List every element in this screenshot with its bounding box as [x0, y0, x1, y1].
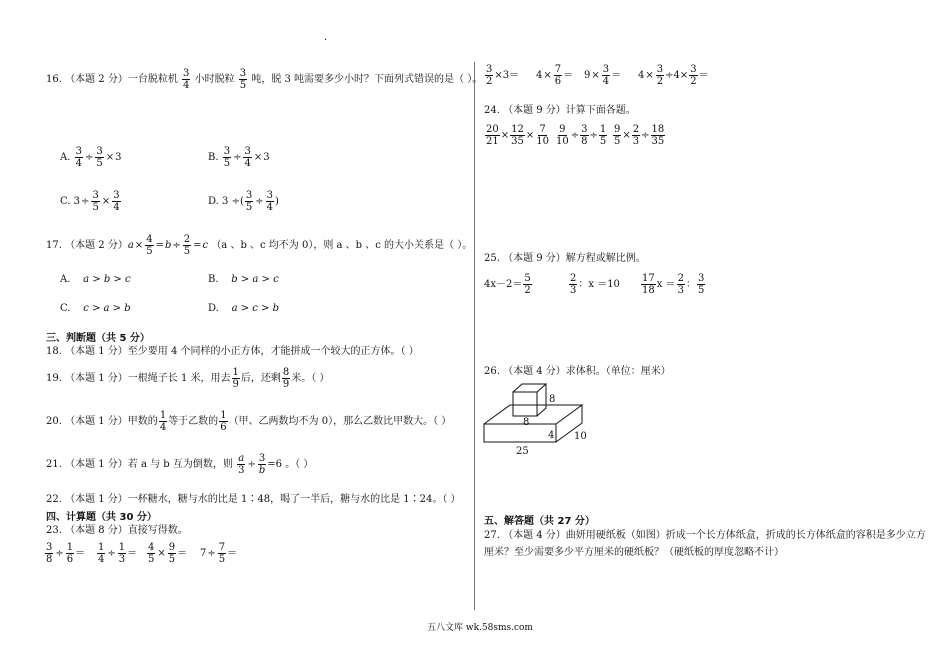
- q17-option-a[interactable]: A. a > b > c: [60, 274, 131, 285]
- dim-base-height: 4: [548, 430, 555, 441]
- question-22: 22. （本题 1 分）一杯糖水，糖与水的比是 1∶48，喝了一半后，糖与水的比是 1∶24。（ ）: [46, 494, 461, 505]
- q16-option-c[interactable]: C. 3÷ $\frac{3}{5}$ × $\frac{3}{4}$: [60, 190, 120, 213]
- q16-text-1: 一台脱粒机: [127, 74, 178, 85]
- section-4-heading: 四、计算题（共 30 分）: [46, 512, 157, 523]
- q23-item-6: 4× $\frac{7}{6}$ ＝: [536, 64, 574, 87]
- q16-option-d[interactable]: D. 3 ÷( $\frac{3}{5}$ ÷ $\frac{3}{4}$ ): [208, 190, 279, 213]
- q25-equation-3: $\frac{17}{18}$ x ＝ $\frac{2}{3}$ ： $\frac{3}{5}$: [642, 273, 705, 296]
- q16-option-b[interactable]: B. $\frac{3}{5}$ ÷ $\frac{3}{4}$ ×3: [208, 146, 270, 169]
- page-footer: 五八文库 wk.58sms.com: [427, 623, 533, 633]
- q16-points: （本题 2 分）: [65, 74, 128, 85]
- q25-equation-1: 4x－2＝ $\frac{5}{2}$: [484, 273, 531, 296]
- question-19: 19. （本题 1 分）一根绳子长 1 米，用去 $\frac{1}{9}$ 后，还剩 $\frac{8}{9}$ 米。（ ）: [46, 367, 330, 390]
- q16-fraction-1: $\frac{3}{4}$: [183, 68, 190, 91]
- dim-cube-width: 8: [523, 417, 530, 428]
- question-18: 18. （本题 1 分）至少要用 4 个同样的小正方体，才能拼成一个较大的正方体。（ ）: [46, 346, 419, 357]
- section-5-heading: 五、解答题（共 27 分）: [484, 516, 595, 527]
- q23-item-8: 4× $\frac{3}{2}$ ÷4× $\frac{3}{2}$ ＝: [638, 64, 709, 87]
- q17-option-c[interactable]: C. c > a > b: [60, 303, 131, 314]
- question-24-title: 24. （本题 9 分）计算下面各题。: [484, 105, 636, 116]
- q16-number: 16.: [46, 74, 62, 85]
- q17-option-d[interactable]: D. a > c > b: [208, 303, 279, 314]
- q23-item-4: 7÷ $\frac{7}{5}$ ＝: [200, 542, 238, 565]
- q25-equation-2: $\frac{2}{3}$ ：x ＝10: [570, 273, 620, 296]
- q24-expression-3: $\frac{9}{5}$ × $\frac{2}{3}$ ÷ $\frac{18}{35}$: [614, 124, 665, 147]
- question-27-line-2: 厘米？至少需要多少平方厘米的硬纸板？（硬纸板的厚度忽略不计）: [484, 547, 784, 558]
- header-dot: ·: [324, 35, 328, 46]
- question-21: 21. （本题 1 分）若 a 与 b 互为倒数，则 $\frac{a}{3}$ ÷ $\frac{3}{b}$ =6 。（ ）: [46, 453, 314, 476]
- dim-cube-height: 8: [549, 394, 556, 405]
- question-26-title: 26. （本题 4 分）求体积。（单位：厘米）: [484, 366, 671, 377]
- question-25-title: 25. （本题 9 分）解方程或解比例。: [484, 253, 646, 264]
- dim-base-depth: 10: [574, 431, 587, 442]
- q24-expression-1: $\frac{20}{21}$ × $\frac{12}{35}$ × $\frac{7}{10}$: [486, 124, 549, 147]
- question-17: 17. （本题 2 分）a× $\frac{4}{5}$ =b÷ $\frac{2}{5}$ =c （a 、b 、c 均不为 0），则 a 、b 、c 的大小关系是（ ）。: [46, 234, 473, 257]
- question-27-line-1: 27. （本题 4 分）曲妍用硬纸板（如图）折成一个长方体纸盒，折成的长方体纸盒的容积是多少立方: [484, 530, 926, 541]
- q16-option-a[interactable]: A. $\frac{3}{4}$ ÷ $\frac{3}{5}$ ×3: [60, 146, 122, 169]
- question-16: [46, 68, 482, 91]
- question-23-title: 23. （本题 8 分）直接写得数。: [46, 525, 188, 536]
- q23-item-2: $\frac{1}{4}$ ÷ $\frac{1}{3}$ ＝: [98, 542, 138, 565]
- q23-item-7: 9× $\frac{3}{4}$ ＝: [584, 64, 622, 87]
- q23-item-1: $\frac{3}{8}$ ÷ $\frac{1}{6}$ ＝: [46, 542, 86, 565]
- column-divider: [474, 62, 475, 610]
- q17-option-b[interactable]: B. b > a > c: [208, 274, 279, 285]
- q24-expression-2: $\frac{9}{10}$ ÷ $\frac{3}{8}$ ÷ $\frac{1}{5}$: [556, 124, 607, 147]
- section-3-heading: 三、判断题（共 5 分）: [46, 333, 150, 344]
- q16-text-2: 小时脱粒: [194, 74, 235, 85]
- question-20: 20. （本题 1 分）甲数的 $\frac{1}{4}$ 等于乙数的 $\frac{1}{6}$ （甲、乙两数均不为 0），那么乙数比甲数大。（ ）: [46, 410, 452, 433]
- q23-item-5: $\frac{3}{2}$ ×3＝: [486, 64, 520, 87]
- q16-fraction-2: $\frac{3}{5}$: [239, 68, 247, 91]
- q16-text-3: 吨，脱 3 吨需要多少小时？下面列式错误的是（ ）。: [251, 74, 483, 85]
- q23-item-3: $\frac{4}{5}$ × $\frac{9}{5}$ ＝: [148, 542, 188, 565]
- q26-solid-figure: [480, 380, 600, 460]
- dim-base-width: 25: [516, 446, 529, 457]
